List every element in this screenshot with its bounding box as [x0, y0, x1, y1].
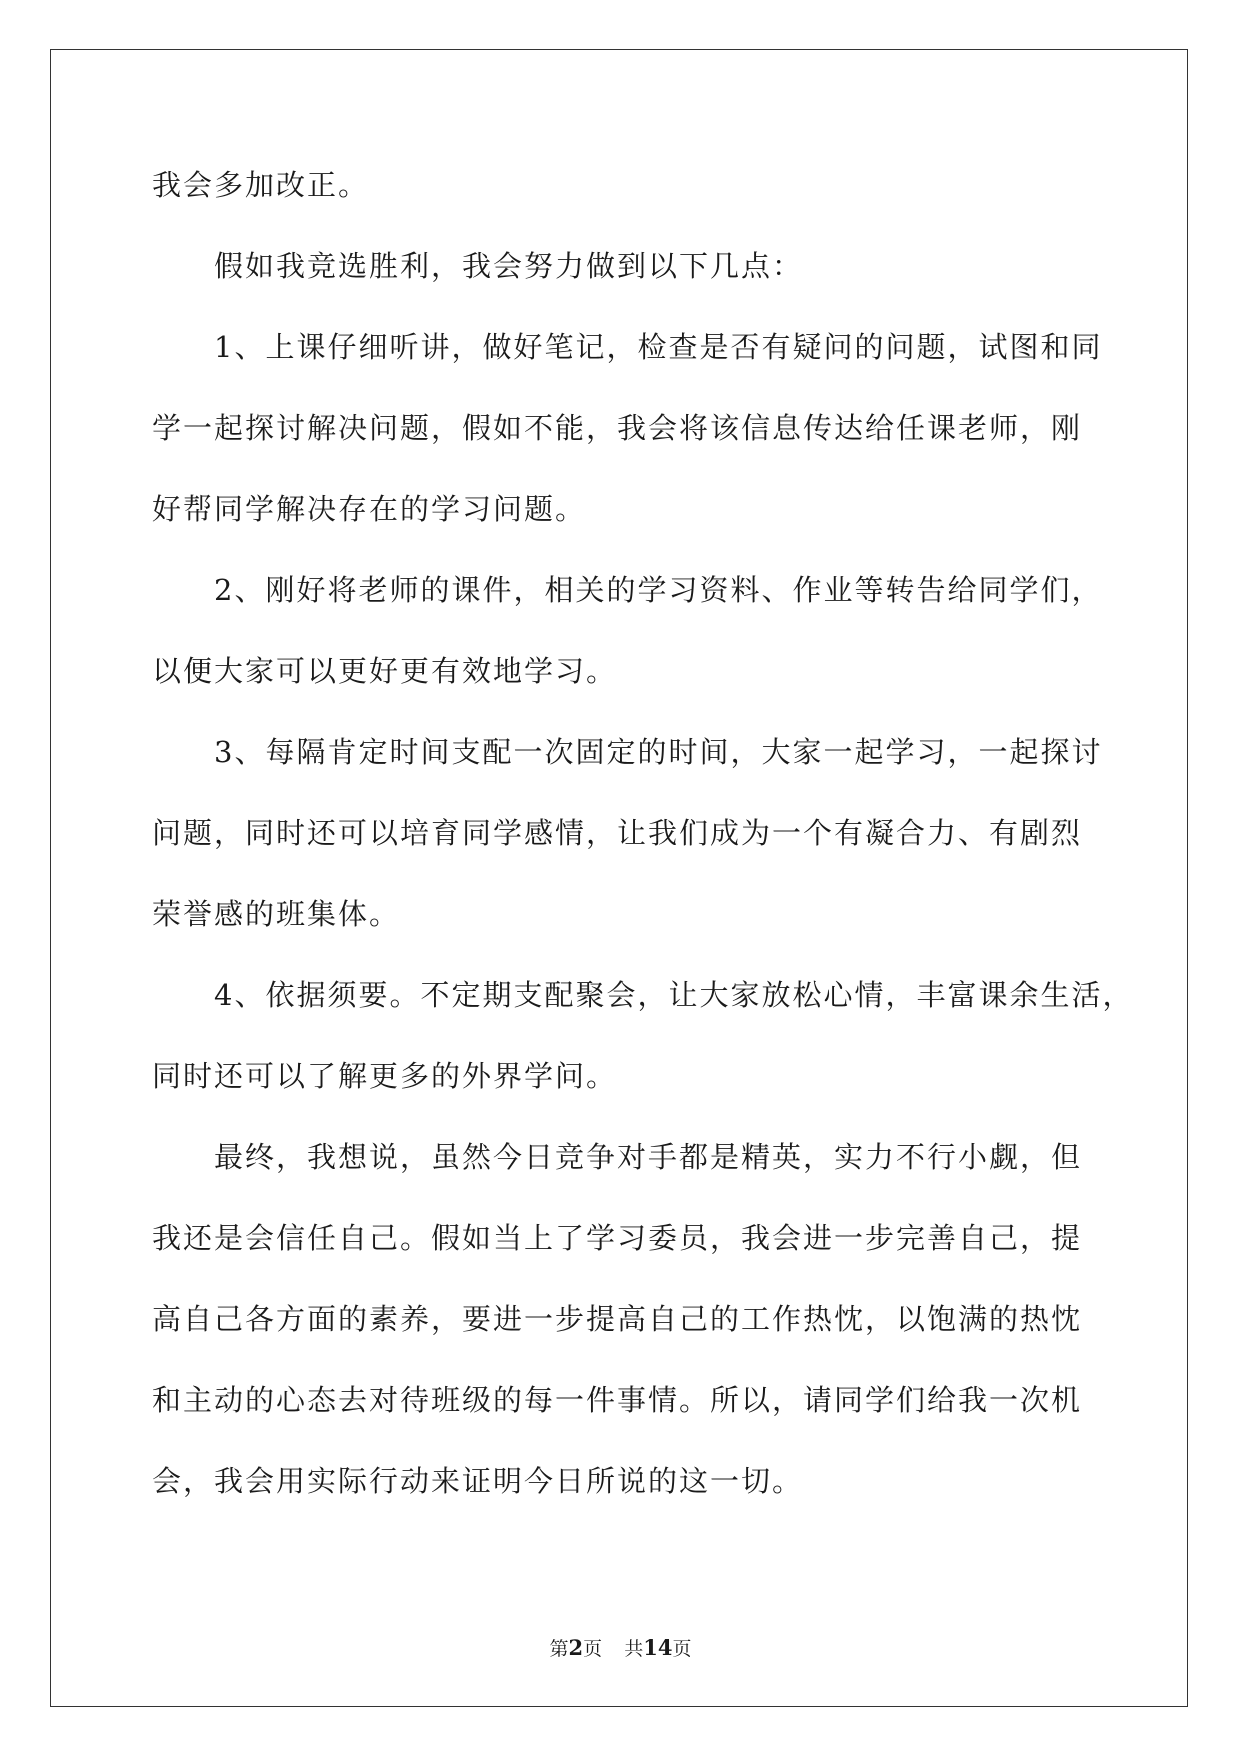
text-line: 会，我会用实际行动来证明今日所说的这一切。 [152, 1464, 804, 1498]
line-gap [152, 611, 1102, 652]
paragraph-gap [152, 287, 1102, 328]
page-footer [0, 1634, 1241, 1661]
page-number: 2 [568, 1635, 584, 1660]
line-gap [152, 1421, 1102, 1462]
paragraph [152, 327, 1102, 530]
paragraph [152, 1137, 1102, 1502]
text-line: 3、每隔肯定时间支配一次固定的时间，大家一起学习，一起探讨 [214, 735, 1103, 769]
page-prefix: 第 [549, 1638, 569, 1660]
total-prefix: 共 [624, 1638, 644, 1660]
text-line: 学一起探讨解决问题，假如不能，我会将该信息传达给任课老师，刚 [152, 411, 1083, 445]
line-gap [152, 854, 1102, 895]
total-pages: 14 [643, 1635, 673, 1660]
text-line: 以便大家可以更好更有效地学习。 [152, 654, 618, 688]
line-gap [152, 449, 1102, 490]
text-line: 高自己各方面的素养，要进一步提高自己的工作热忱，以饱满的热忱 [152, 1302, 1083, 1336]
paragraph-gap [152, 530, 1102, 571]
paragraph [152, 732, 1102, 935]
line-gap [152, 1016, 1102, 1057]
text-line: 荣誉感的班集体。 [152, 897, 401, 931]
total-suffix: 页 [672, 1638, 692, 1660]
text-line: 2、刚好将老师的课件，相关的学习资料、作业等转告给同学们， [214, 573, 1103, 607]
line-gap [152, 1340, 1102, 1381]
text-line: 好帮同学解决存在的学习问题。 [152, 492, 587, 526]
paragraph-gap [152, 1097, 1102, 1138]
text-line: 问题，同时还可以培育同学感情，让我们成为一个有凝合力、有剧烈 [152, 816, 1083, 850]
paragraph [152, 165, 1102, 206]
text-line: 我会多加改正。 [152, 168, 370, 202]
line-gap [152, 1178, 1102, 1219]
document-body [152, 165, 1134, 1502]
paragraph-gap [152, 206, 1102, 247]
line-gap [152, 368, 1102, 409]
text-line: 和主动的心态去对待班级的每一件事情。所以，请同学们给我一次机 [152, 1383, 1083, 1417]
text-line: 4、依据须要。不定期支配聚会，让大家放松心情，丰富课余生活， [214, 978, 1134, 1012]
text-line: 最终，我想说，虽然今日竞争对手都是精英，实力不行小觑，但 [214, 1140, 1083, 1174]
text-line: 假如我竞选胜利，我会努力做到以下几点： [214, 249, 804, 283]
text-line: 同时还可以了解更多的外界学问。 [152, 1059, 618, 1093]
paragraph-gap [152, 692, 1102, 733]
page-suffix: 页 [583, 1638, 603, 1660]
paragraph [152, 570, 1102, 692]
text-line: 1、上课仔细听讲，做好笔记，检查是否有疑问的问题，试图和同 [214, 330, 1103, 364]
text-line: 我还是会信任自己。假如当上了学习委员，我会进一步完善自己，提 [152, 1221, 1083, 1255]
paragraph [152, 246, 1102, 287]
paragraph-gap [152, 935, 1102, 976]
paragraph [152, 975, 1134, 1097]
line-gap [152, 1259, 1102, 1300]
line-gap [152, 773, 1102, 814]
